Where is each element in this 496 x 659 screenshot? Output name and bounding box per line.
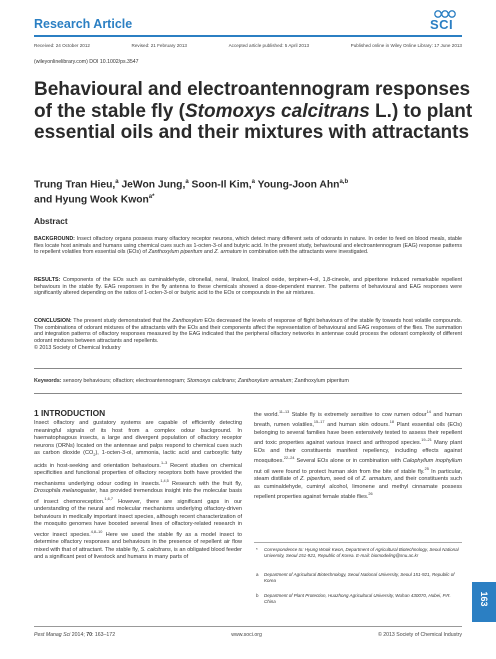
species-name: Drosophila melanogaster bbox=[34, 488, 97, 495]
date-revised: Revised: 21 February 2013 bbox=[131, 43, 187, 48]
journal-name: Pest Manag Sci bbox=[34, 632, 71, 638]
footer-citation bbox=[34, 632, 115, 638]
intro-text: , is an obligated blood feeder and a significant pest of livestock and humans in many parts of bbox=[34, 546, 242, 561]
citation[interactable]: 26 bbox=[368, 492, 373, 497]
footnote-text: Department of Agricultural Biotechnology, Seoul National University, Seoul 151-921, Republic of Korea bbox=[264, 572, 455, 583]
keywords-divider bbox=[34, 393, 462, 394]
page-footer bbox=[34, 632, 462, 638]
intro-text: the world. bbox=[254, 411, 279, 418]
footnote-mark: * bbox=[256, 547, 258, 552]
background-species-1: Zanthoxylum piperitum bbox=[148, 249, 203, 256]
header-rule bbox=[34, 35, 462, 37]
page-number: 163 bbox=[479, 591, 489, 607]
journal-section-label: Research Article bbox=[34, 17, 133, 31]
abstract-results bbox=[34, 277, 462, 297]
author-5: and Hyung Wook Kwon bbox=[34, 194, 149, 206]
intro-text: Research with the fruit fly, bbox=[168, 480, 242, 487]
citation[interactable]: 19–21 bbox=[421, 438, 432, 443]
citation[interactable]: 22–24 bbox=[283, 456, 295, 461]
title-species: Stomoxys calcitrans bbox=[184, 100, 370, 122]
species-name: Calophyllum inophyllum bbox=[402, 458, 462, 465]
keywords-label: Keywords: bbox=[34, 378, 62, 384]
citation[interactable]: 14 bbox=[426, 410, 431, 414]
keywords-text-3: ; Zanthoxylum piperitum bbox=[291, 378, 349, 384]
publication-dates bbox=[34, 43, 462, 48]
title-part-1: Behavioural and electroantennogram responses of the stable fly ( bbox=[34, 79, 471, 122]
conclusion-genus: Zanthoxylum bbox=[172, 318, 203, 324]
intro-text: Many plant EOs and their constituents manifest repellency, including effects against mosquitoes. bbox=[254, 440, 462, 465]
date-accepted: Accepted article published: 5 April 2013 bbox=[228, 43, 310, 48]
citation[interactable]: 11–13 bbox=[278, 410, 290, 414]
footer-copyright: © 2013 Society of Chemical Industry bbox=[378, 632, 462, 638]
citation[interactable]: 1,6,7 bbox=[104, 496, 113, 501]
citation[interactable]: 18 bbox=[389, 420, 394, 425]
background-species-2: Z. armatum bbox=[214, 249, 242, 256]
intro-text: and human skin odours. bbox=[324, 422, 390, 429]
intro-text: In particular, steam distillate of bbox=[254, 468, 462, 483]
title-part-2: L.) to plant essential oils and their mixtures with attractants bbox=[34, 100, 473, 143]
journal-volume: 70 bbox=[86, 632, 92, 638]
co2-subscript: 2 bbox=[93, 453, 96, 458]
intro-text: However, there are significant gaps in our understanding of the neural and molecular mechanisms underlying olfactory-driven behaviours in medically important insect species, although recent characterization of the mosquito genomes have boosted several lines of olfactory-related research in vector insect species. bbox=[34, 498, 242, 538]
citation[interactable]: 4,8–10 bbox=[90, 529, 103, 534]
abstract-background bbox=[34, 236, 462, 256]
intro-text: Insect olfactory and gustatory systems are capable of efficiently detecting meaningful signals of its host from a complex odour background. In haematophagous insects, a large and divergent population of olfactory receptor neurons (ORNs) located on the antennae and palps respond to chemical cues such as carbon dioxide (CO bbox=[34, 420, 242, 457]
intro-text: , and their constituents such as cuminaldehyde, cuminyl alcohol, limonene and methyl cinnamate possess repellent properties against female stable flies. bbox=[254, 476, 462, 500]
citation[interactable]: 25 bbox=[424, 466, 429, 471]
author-5-affiliation: a* bbox=[148, 194, 155, 201]
citation[interactable]: 1,4,5 bbox=[160, 478, 169, 483]
intro-text: Plant essential oils (EOs) belonging to several families have been extensively tested to assess their repellent and toxic properties against various insect and arthropod species. bbox=[254, 422, 463, 447]
author-4: Young-Joon Ahn bbox=[254, 179, 340, 191]
footnote-affiliation-a bbox=[254, 572, 462, 584]
date-published: Published online in Wiley Online Library: 17 June 2013 bbox=[350, 43, 462, 48]
body-column-right bbox=[254, 409, 462, 502]
footnote-affiliation-b bbox=[254, 593, 462, 605]
abstract-copyright: © 2013 Society of Chemical Industry bbox=[34, 344, 121, 351]
doi[interactable]: (wileyonlinelibrary.com) DOI 10.1002/ps.3547 bbox=[34, 59, 139, 65]
journal-pages: : 163–172 bbox=[92, 632, 116, 638]
intro-text: , seed oil of bbox=[329, 476, 362, 483]
author-4-affiliation: a,b bbox=[339, 179, 349, 185]
background-end: in combination with the attractants were investigated. bbox=[241, 249, 369, 256]
citation[interactable]: 1–3 bbox=[160, 460, 168, 465]
article-title bbox=[34, 79, 474, 144]
author-1-affiliation: a bbox=[115, 179, 119, 185]
body-column-left bbox=[34, 420, 242, 562]
journal-year: 2014; bbox=[70, 632, 87, 638]
keyword-species-1: Stomoxys calcitrans bbox=[186, 378, 235, 384]
intro-text: ), 1-octen-3-ol, ammonia, lactic acid and carboxylic fatty acids in host-seeking and orientation behaviours. bbox=[34, 450, 242, 469]
abstract-conclusion bbox=[34, 318, 462, 352]
footnote-mark: b bbox=[256, 593, 259, 598]
abstract-divider bbox=[34, 368, 462, 369]
conclusion-text-1: The present study demonstrated that the bbox=[71, 318, 173, 324]
footnote-mark: a bbox=[256, 572, 259, 577]
intro-text: , has provided tremendous insight into the molecular basis of insect chemoreception. bbox=[34, 488, 242, 505]
results-label: RESULTS: bbox=[34, 277, 61, 283]
author-3: Soon-Il Kim, bbox=[188, 179, 252, 191]
background-text: Insect olfactory organs possess many olfactory receptor neurons, which detect many different sets of odorants in nature. In order to feed on blood meals, stable flies locate host animals and humans using chemical cues such as 1-octen-3-ol and butyric acid. In the present study, behavioural and electroantennogram (EAG) response patterns to repellent volatiles from essential oils (EOs) of bbox=[34, 236, 462, 256]
intro-text: and human breath, rumen volatiles, bbox=[254, 411, 462, 429]
abstract-heading: Abstract bbox=[34, 216, 68, 226]
author-2-affiliation: a bbox=[185, 179, 189, 185]
footer-website[interactable]: www.soci.org bbox=[231, 632, 262, 638]
footnote-correspondence bbox=[254, 547, 462, 559]
intro-text: nut oil were found to protect human skin from the bite of stable fly. bbox=[254, 468, 425, 475]
conclusion-label: CONCLUSION: bbox=[34, 318, 72, 324]
background-mid: and bbox=[202, 249, 215, 256]
intro-text: Stable fly is extremely sensitive to cow rumen odour bbox=[289, 411, 427, 418]
results-text: Components of the EOs such as cuminaldehyde, citronellal, neral, linalool, linalool oxide, terpinen-4-ol, 1,8-cineole, and piperitone induced remarkable repellent behaviours in the stable fly. EAG responses in the fly antenna to these chemicals showed a dose-dependent manner. The patterns of behavioural and EAG responses were significantly altered depending on the ratios of 1-octen-3-ol or butyric acid to the EOs or compounds in the air mixtures. bbox=[34, 277, 462, 297]
author-3-affiliation: a bbox=[251, 179, 255, 185]
keyword-species-2: Zanthoxylum armatum bbox=[237, 378, 292, 384]
intro-text: Several EOs alone or in combination with bbox=[294, 458, 403, 465]
keywords-text-1: sensory behaviours; olfaction; electroantennogram; bbox=[61, 378, 187, 384]
footnote-text: Correspondence to: Hyung Wook Kwon, Department of Agricultural Biotechnology, Seoul National University, Seoul 151-921, Republic of Korea. E-mail: biomodeling@snu.ac.kr bbox=[264, 547, 459, 558]
author-2: JeWon Jung, bbox=[118, 179, 186, 191]
author-list bbox=[34, 176, 474, 207]
author-1: Trung Tran Hieu, bbox=[34, 179, 116, 191]
footer-rule bbox=[34, 626, 462, 627]
section-heading-introduction: 1 INTRODUCTION bbox=[34, 408, 106, 418]
keywords-text-2: ; bbox=[234, 378, 238, 384]
species-name: Z. armatum bbox=[361, 476, 391, 483]
conclusion-text-2: EOs decreased the levels of response of flight behaviours of the stable fly towards host volatile compounds. The combinations of odorant mixtures of the attractants with the EOs and their components affect the representation of behavioural and EAG responses of the flies. The summation and integration patterns of olfactory responses measured by the EAG indicated that the peripheral olfactory networks in antennae could process the odorant complexity of different odorant mixtures between attractants and repellents. bbox=[34, 318, 462, 345]
species-name: S. calcitrans bbox=[140, 546, 171, 553]
intro-text: Recent studies on chemical specificities and functional properties of olfactory receptors both have provided the mechanisms underlying odour coding in insects. bbox=[34, 462, 242, 487]
date-received: Received: 24 October 2012 bbox=[34, 43, 90, 48]
sci-logo-text: SCI bbox=[430, 17, 454, 32]
keywords bbox=[34, 378, 462, 385]
species-name: Z. piperitum bbox=[300, 476, 330, 483]
footnote-divider bbox=[254, 542, 462, 543]
background-label: BACKGROUND: bbox=[34, 236, 75, 242]
citation[interactable]: 15–17 bbox=[313, 420, 325, 425]
intro-text: Here we used the stable fly as a model insect to determine olfactory responses and behaviours in the presence of repellent air flow mixed with that of attractant. The stable fly, bbox=[34, 531, 243, 553]
footnote-text: Department of Plant Protection, Huazhong Agricultural University, Wuhan 430070, Hubei, P.R. China bbox=[264, 593, 451, 604]
